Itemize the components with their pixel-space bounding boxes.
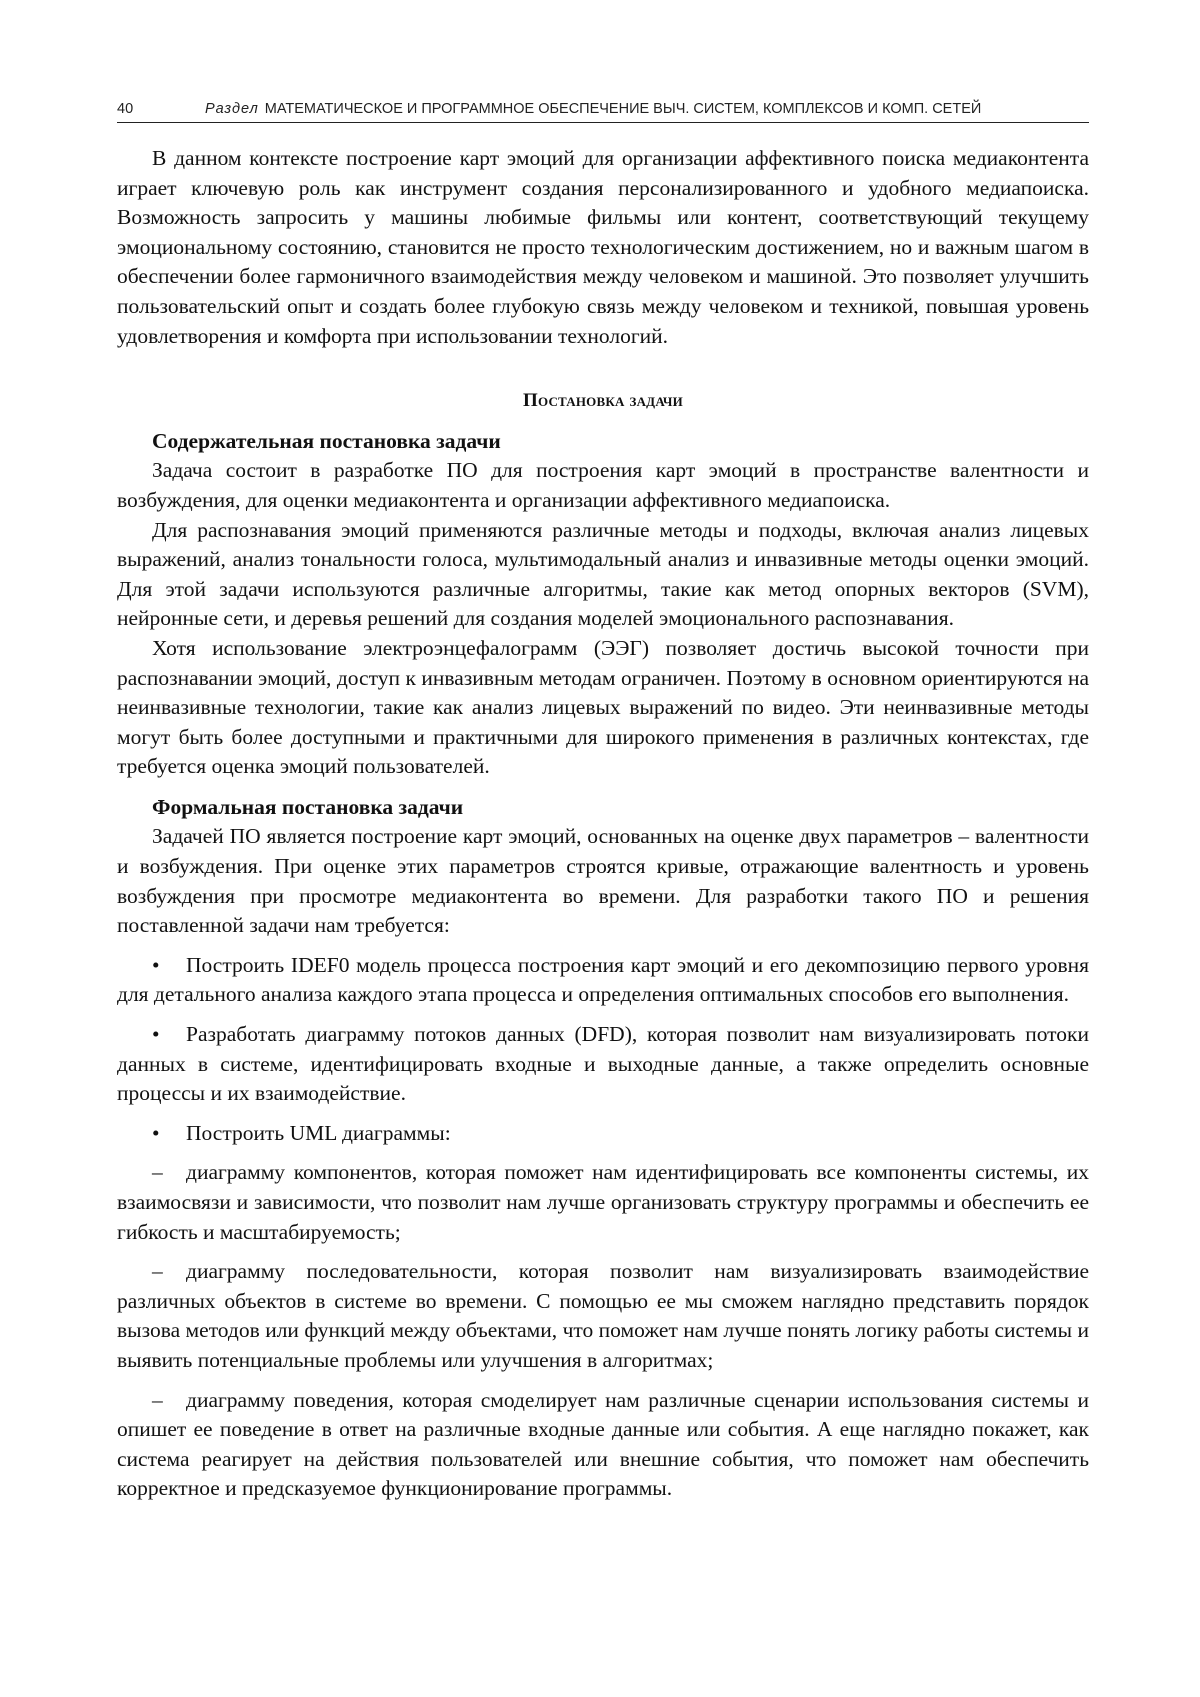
formal-intro-paragraph: Задачей ПО является построение карт эмоций, основанных на оценке двух параметров – валентности и возбуждения. При оценке этих параметров строятся кривые, отражающие валентность и уровень возбуждения при просмотре медиаконтента во времени. Для разработки такого ПО и решения поставленной задачи нам требуется: [117,824,1089,938]
dash-icon: – [152,1387,163,1412]
dash-text: диаграмму поведения, которая смоделирует нам различные сценарии использования системы и опишет ее поведение в ответ на различные входные данные или события. А еще наглядно покажет, как система реагирует на действия пользователей или внешние события, что поможет нам обеспечить корректное и предсказуемое функционирование программы. [117,1387,1089,1501]
bullet-icon: • [152,1120,160,1145]
content-statement-heading: Содержательная постановка задачи [152,428,501,453]
intro-paragraph: В данном контексте построение карт эмоций для организации аффективного поиска медиаконтента играет ключевую роль как инструмент создания персонализированного и удобного медиапоиска. Возможность запросить у машины любимые фильмы или контент, соответствующий текущему эмоциональному состоянию, становится не просто технологическим достижением, но и важным шагом в обеспечении более гармоничного взаимодействия между человеком и машиной. Это позволяет улучшить пользовательский опыт и создать более глубокую связь между человеком и техникой, повышая уровень удовлетворения и комфорта при использовании технологий. [117,146,1089,348]
page-number: 40 [117,101,134,117]
bullet-item [117,1020,1089,1109]
section-title [205,98,981,120]
body-paragraph: Для распознавания эмоций применяются различные методы и подходы, включая анализ лицевых выражений, анализ тональности голоса, мультимодальный анализ и инвазивные методы оценки эмоций. Для этой задачи используются различные алгоритмы, такие как метод опорных векторов (SVM), нейронные сети, и деревья решений для создания моделей эмоционального распознавания. [117,517,1089,631]
section-label: Раздел [205,101,259,117]
dash-text: диаграмму последовательности, которая позволит нам визуализировать взаимодействие различных объектов в системе во времени. С помощью ее мы сможем наглядно представить порядок вызова методов или функций между объектами, что поможет нам лучше понять логику работы системы и выявить потенциальные проблемы или улучшения в алгоритмах; [117,1259,1089,1372]
bullet-text: Построить UML диаграммы: [186,1120,451,1145]
section-heading: Постановка задачи [523,390,683,412]
dash-item [117,1158,1089,1247]
dash-icon: – [152,1259,163,1284]
body-paragraph: Хотя использование электроэнцефалограмм (ЭЭГ) позволяет достичь высокой точности при распознавании эмоций, доступ к инвазивным методам ограничен. Поэтому в основном ориентируются на неинвазивные технологии, такие как анализ лицевых выражений по видео. Эти неинвазивные методы могут быть более доступными и практичными для широкого применения в различных контекстах, где требуется оценка эмоций пользователей. [117,635,1089,779]
dash-icon: – [152,1160,163,1185]
article-body [117,144,1089,1504]
dash-item [117,1257,1089,1375]
dash-item [117,1386,1089,1504]
bullet-text: Построить IDEF0 модель процесса построения карт эмоций и его декомпозицию первого уровня для детального анализа каждого этапа процесса и определения оптимальных способов его выполнения. [117,952,1089,1007]
bullet-item [117,1119,1089,1149]
dash-text: диаграмму компонентов, которая поможет нам идентифицировать все компоненты системы, их взаимосвязи и зависимости, что позволит нам лучше организовать структуру программы и обеспечить ее гибкость и масштабируемость; [117,1160,1089,1244]
bullet-icon: • [152,952,160,977]
section-title-text: МАТЕМАТИЧЕСКОЕ И ПРОГРАММНОЕ ОБЕСПЕЧЕНИЕ ВЫЧ. СИСТЕМ, КОМПЛЕКСОВ И КОМП. СЕТЕЙ [264,101,982,117]
body-paragraph: Задача состоит в разработке ПО для построения карт эмоций в пространстве валентности и возбуждения, для оценки медиаконтента и организации аффективного медиапоиска. [117,458,1089,512]
bullet-icon: • [152,1022,160,1047]
bullet-text: Разработать диаграмму потоков данных (DFD), которая позволит нам визуализировать потоки данных в системе, идентифицировать входные и выходные данные, а также определить основные процессы и их взаимодействие. [117,1022,1089,1106]
bullet-item [117,951,1089,1010]
running-header [117,98,1089,123]
formal-statement-heading: Формальная постановка задачи [152,794,464,819]
